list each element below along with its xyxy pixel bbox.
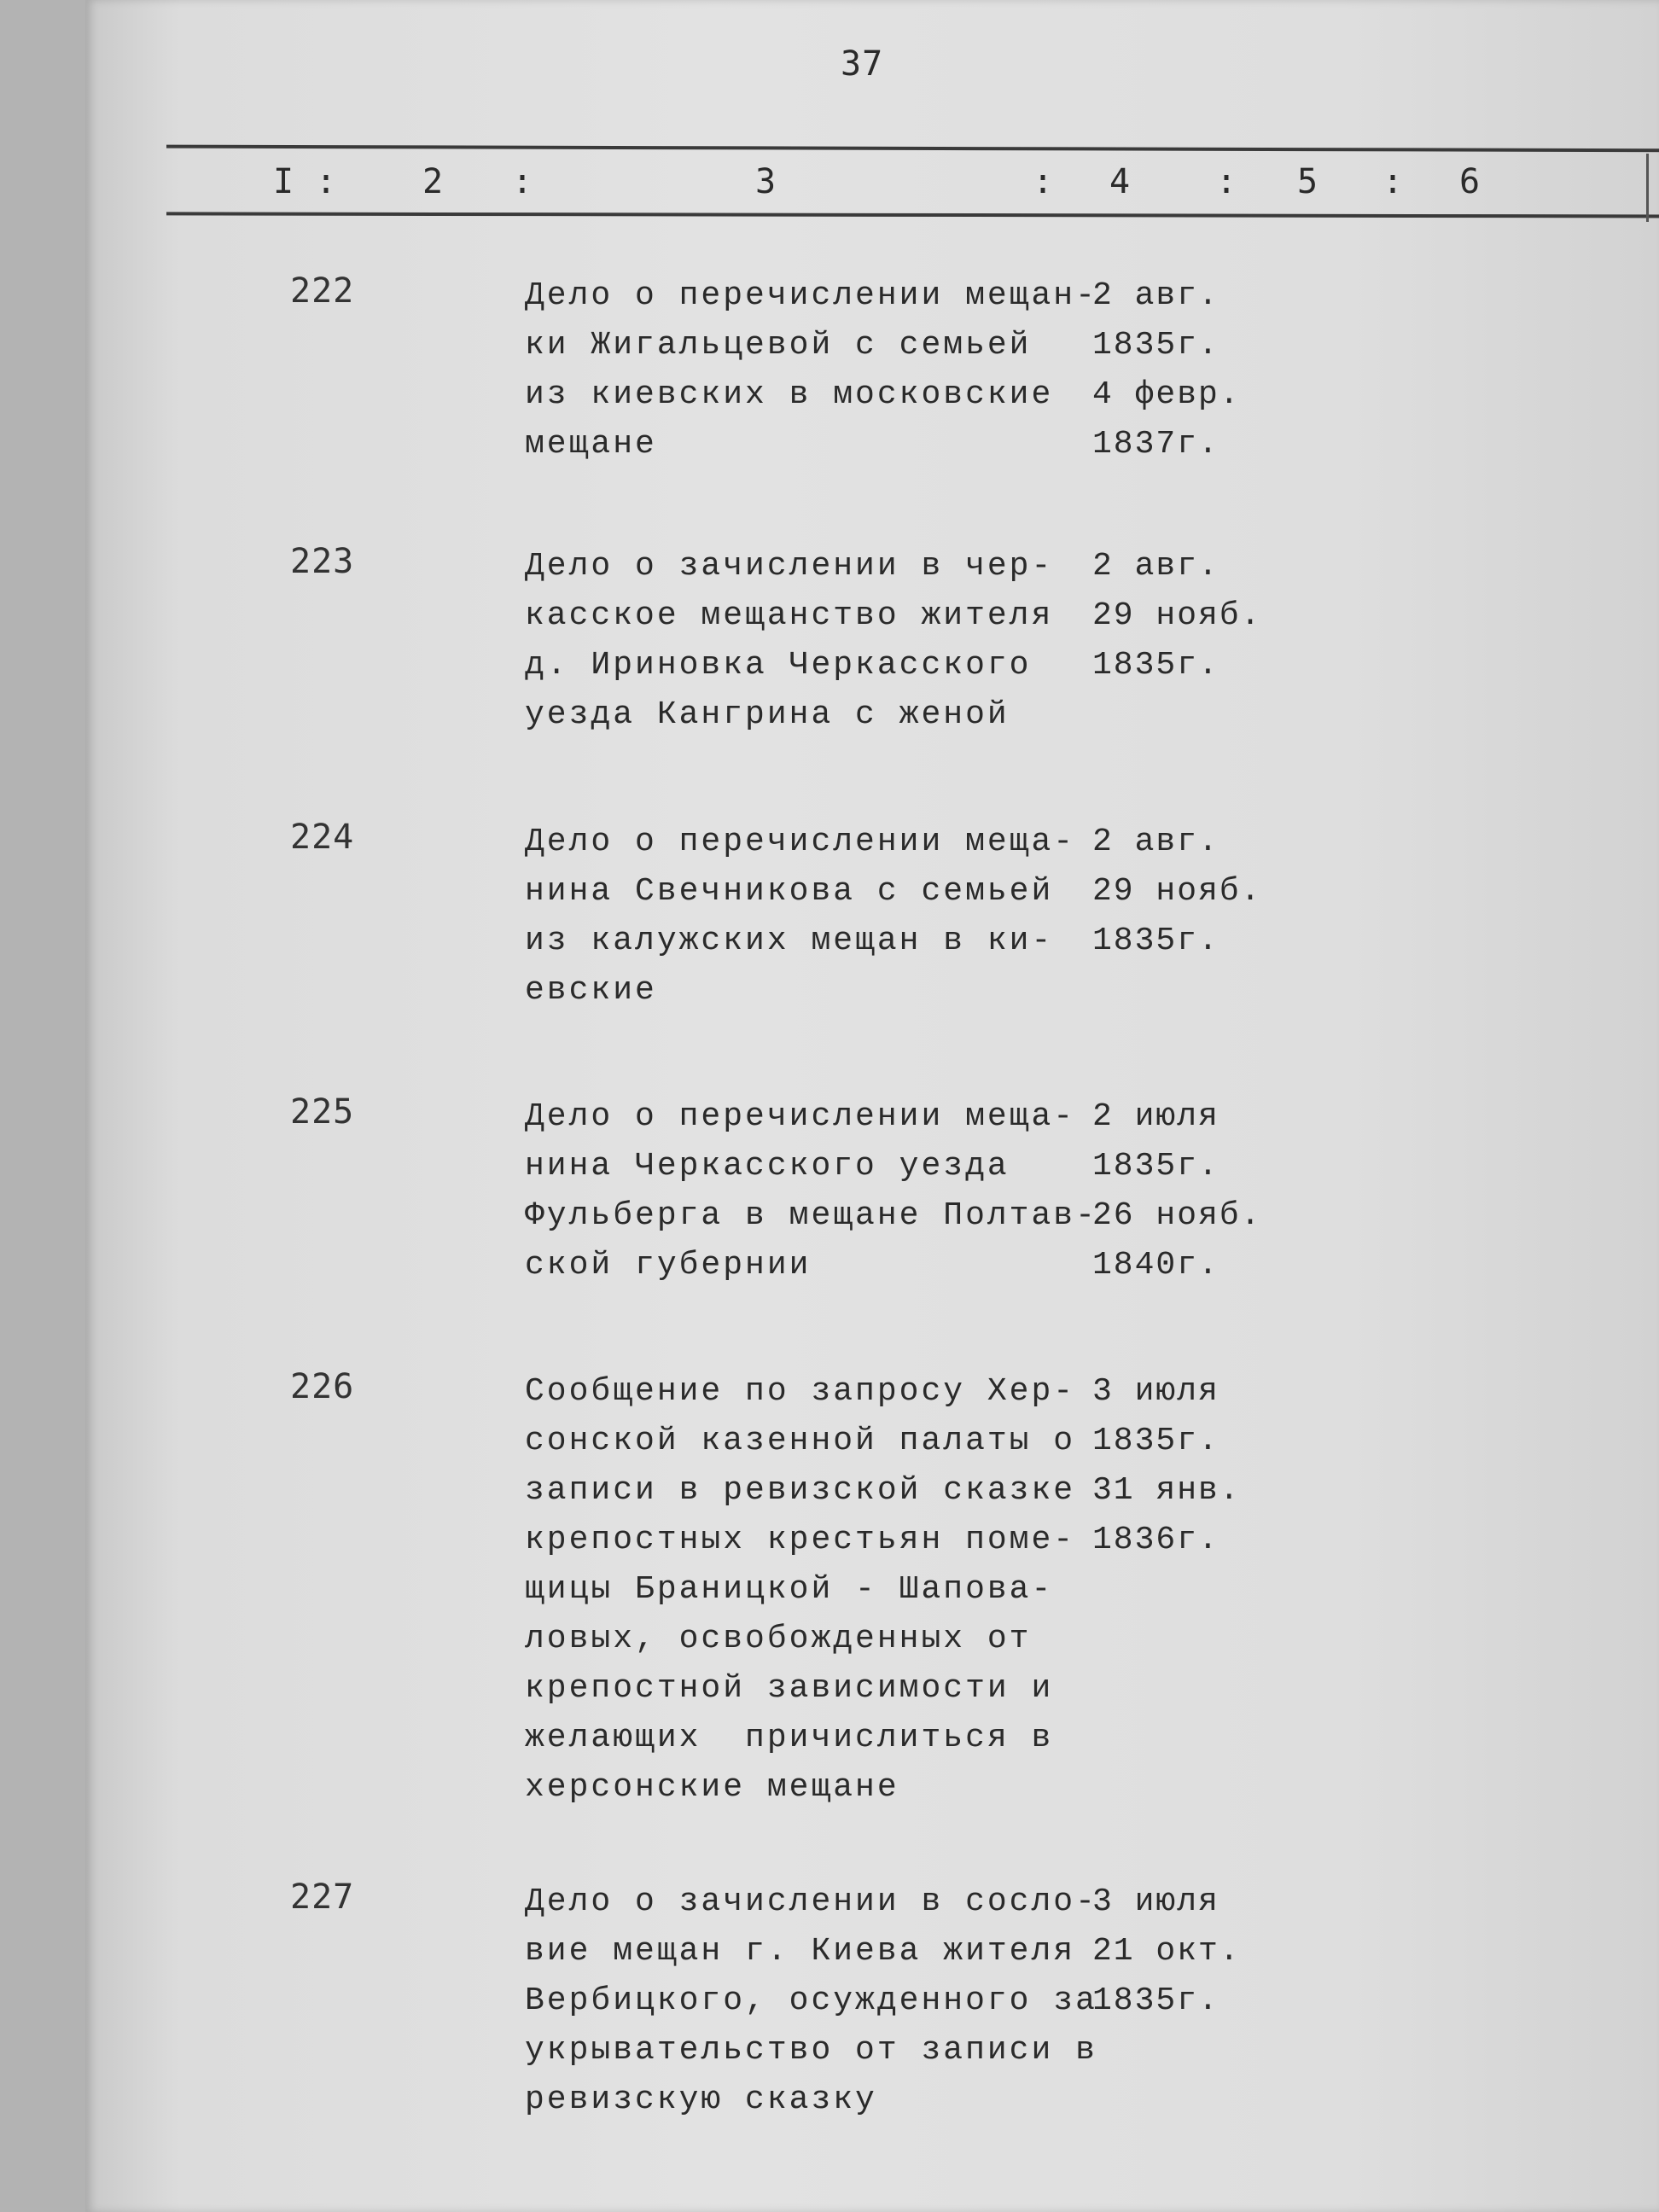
column-separator: : (1382, 162, 1404, 201)
entry-dates: 3 июля 21 окт. 1835г. (1092, 1883, 1241, 2019)
entry-description: Дело о перечислении меща- нина Свечникова с семьей из калужских мещан в ки- евские (525, 824, 1076, 1009)
entry-number: 225 (290, 1092, 355, 1132)
column-header-2: 2 (422, 162, 444, 201)
entry-number: 223 (290, 542, 355, 581)
page-number: 37 (841, 44, 884, 84)
entry-description: Дело о перечислении меща- нина Черкасского уезда Фульберга в мещане Полтав- ской губернии (525, 1098, 1097, 1284)
entry-dates: 2 июля 1835г. 26 нояб. 1840г. (1092, 1098, 1262, 1284)
entry-dates: 2 авг. 29 нояб. 1835г. (1092, 824, 1262, 959)
page-edge-mark (1646, 154, 1649, 222)
entry-description: Дело о зачислении в сосло- вие мещан г. Киева жителя Вербицкого, осужденного за укрывательство от записи в ревизскую сказку (525, 1883, 1097, 2118)
column-separator: : (512, 162, 533, 201)
entry-number: 222 (290, 271, 355, 311)
entry-number: 227 (290, 1877, 355, 1917)
header-bottom-rule (166, 212, 1659, 218)
entry-dates: 2 авг. 1835г. 4 февр. 1837г. (1092, 277, 1241, 463)
entry-description: Сообщение по запросу Хер- сонской казенной палаты о записи в ревизской сказке крепостных крестьян поме- щицы Браницкой - Шапова- ловых, освобожденных от крепостной зависимости и желающих причислиться в херсонские мещане (525, 1373, 1076, 1806)
column-headers (85, 162, 1659, 205)
entry-number: 226 (290, 1367, 355, 1406)
column-separator: : (1216, 162, 1237, 201)
entry-number: 224 (290, 818, 355, 857)
column-separator: : (316, 162, 337, 201)
column-header-4: 4 (1109, 162, 1131, 201)
document-page (85, 0, 1659, 2212)
entry-dates: 2 авг. 29 нояб. 1835г. (1092, 548, 1262, 684)
entry-dates: 3 июля 1835г. 31 янв. 1836г. (1092, 1373, 1241, 1558)
column-header-6: 6 (1459, 162, 1481, 201)
entry-description: Дело о зачислении в чер- касское мещанство жителя д. Ириновка Черкасского уезда Кангрина с женой (525, 548, 1054, 733)
header-top-rule (166, 145, 1659, 153)
column-header-1: I (273, 162, 294, 201)
entry-description: Дело о перечислении мещан- ки Жигальцевой с семьей из киевских в московские мещане (525, 277, 1097, 463)
column-header-5: 5 (1297, 162, 1318, 201)
column-separator: : (1033, 162, 1054, 201)
column-header-3: 3 (755, 162, 777, 201)
